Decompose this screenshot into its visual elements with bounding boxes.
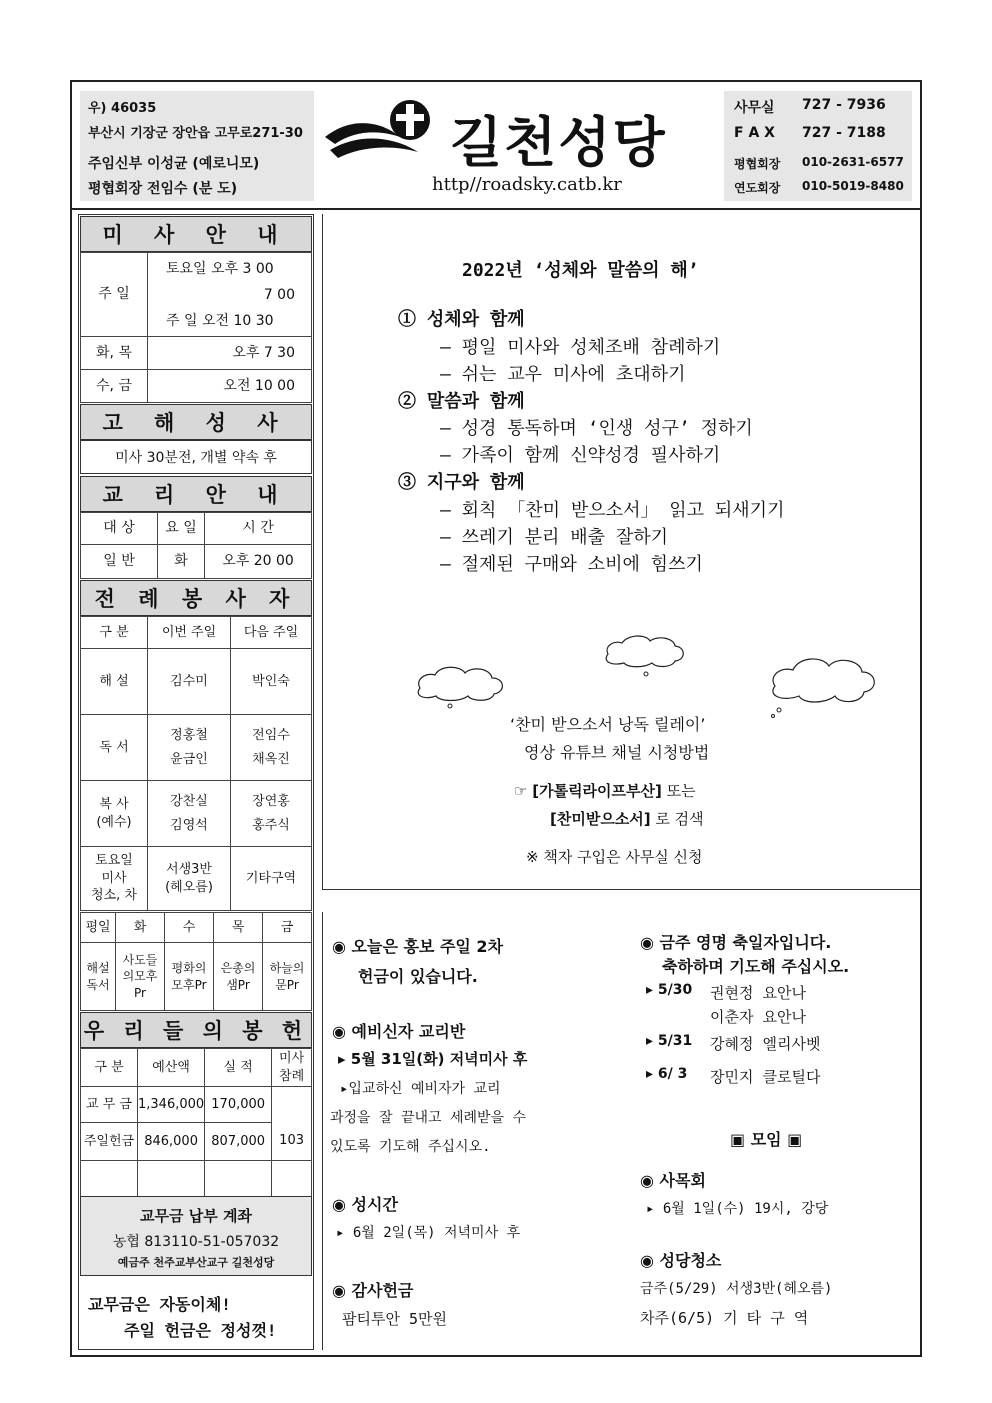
mass-weekday1-time: 오후 7 30 [148,337,312,370]
feast-date: ▸ 5/31 [646,1033,693,1049]
account-holder: 예금주 천주교부산교구 길천성당 [117,1256,275,1269]
catechism-header-target: 대 상 [81,513,158,545]
mass-title: 미 사 안 내 [80,216,312,252]
catechism-title: 교 리 안 내 [80,476,312,512]
offering-empty [81,1161,138,1197]
theme-item: – 평일 미사와 성체조배 참례하기 [440,337,721,358]
liturgy-title: 전 례 봉 사 자 [80,580,312,616]
liturgy-this: 강찬실 김영석 [148,781,231,847]
weekday-cell: 하늘의 문Pr [263,943,312,1011]
offering-budget: 846,000 [138,1123,205,1161]
relay-search-2-rest: 로 검색 [650,810,704,828]
theme-item: ③ 지구와 함께 [398,472,525,493]
cloud-icon [410,660,510,710]
website: http//roadsky.catb.kr [432,174,622,195]
liturgy-next: 기타구역 [231,847,312,911]
cleaning-line-1: 금주(5/29) 서생3반(헤오름) [640,1281,833,1297]
theme-item: – 회칙 「찬미 받으소서」 읽고 되새기기 [440,500,785,521]
mass-sunday-label: 주 일 [81,253,148,337]
offering-budget: 1,346,000 [138,1087,205,1123]
offering-empty [272,1161,312,1197]
liturgy-role: 토요일 미사 청소, 차 [81,847,148,911]
catechism-day: 화 [158,545,205,579]
offering-header: 미사 참례 [272,1049,312,1087]
meeting-title: ▣ 모임 ▣ [730,1130,803,1149]
relay-line-2: 영상 유튜브 채널 시청방법 [524,743,710,762]
mass-weekday2-label: 수, 금 [81,370,148,403]
church-name: 길천성당 [450,111,667,174]
holy-hour-text: ▸ 6월 2일(목) 저녁미사 후 [336,1225,521,1241]
thanks-title: ◉ 감사헌금 [332,1281,414,1300]
promo-line-1: ◉ 오늘은 홍보 주일 2차 [332,937,504,956]
weekday-header: 평일 [81,913,116,943]
liturgy-header-this: 이번 주일 [148,617,231,649]
catechism-time: 오후 20 00 [205,545,312,579]
feast-title-2: 축하하며 기도해 주십시오. [662,957,850,976]
theme-item: – 성경 통독하며 ‘인생 성구’ 정하기 [440,418,753,439]
postal-code: 우) 46035 [88,101,157,116]
catechumen-date: ▸ 5월 31일(화) 저녁미사 후 [338,1050,528,1068]
header-left-box [80,91,314,201]
relay-search-1 [514,780,696,801]
account-title: 교무금 납부 계좌 [140,1207,252,1225]
catechumen-text-2: 과정을 잘 끝내고 세례받을 수 [330,1110,527,1126]
relay-note: ※ 책자 구입은 사무실 신청 [526,848,703,866]
catechism-header-time: 시 간 [205,513,312,545]
contact-value-yeondo: 010-5019-8480 [802,179,904,193]
feast-names: 강혜정 엘리사벳 [710,1035,821,1053]
offering-label: 교 무 금 [81,1087,138,1123]
mass-sunday-time-1: 토요일 오후 3 00 [166,260,274,277]
mass-weekday2-time: 오전 10 00 [148,370,312,403]
theme-item: – 쉬는 교우 미사에 초대하기 [440,364,686,385]
thanks-text: 팜티투안 5만원 [342,1310,448,1328]
weekday-cell: 평화의 모후Pr [165,943,214,1011]
weekday-cell: 해설 독서 [81,943,116,1011]
contact-label-council: 평협회장 [734,157,781,171]
liturgy-role: 복 사 (예수) [81,781,148,847]
weekday-liturgy-table [80,912,312,1011]
liturgy-this: 정홍철 윤금인 [148,715,231,781]
contact-label-office: 사무실 [734,100,775,116]
council-title: ◉ 사목회 [640,1171,706,1190]
offering-header: 예산액 [138,1049,205,1087]
contact-value-council: 010-2631-6577 [802,155,904,169]
feast-names: 이춘자 요안나 [710,1008,806,1026]
pastor: 주임신부 이성균 (예로니모) [88,156,260,172]
offering-actual: 807,000 [205,1123,272,1161]
mass-weekday1-label: 화, 목 [81,337,148,370]
liturgy-header-next: 다음 주일 [231,617,312,649]
offering-title: 우 리 들 의 봉 헌 [80,1012,312,1048]
theme-item: ① 성체와 함께 [398,309,525,330]
liturgy-next: 박인숙 [231,649,312,715]
liturgy-table [80,616,312,911]
account-box [80,1196,312,1276]
cloud-icon [600,630,690,680]
relay-keyword-1: [가톨릭라이프부산] [532,782,662,800]
relay-keyword-2: [찬미받으소서] [550,810,651,828]
offering-attendance: 103 [272,1087,312,1161]
offering-empty [138,1161,205,1197]
liturgy-next: 전임수 채옥진 [231,715,312,781]
contact-value-office: 727 - 7936 [802,97,886,113]
mass-table [80,252,312,403]
theme-item: – 가족이 함께 신약성경 필사하기 [440,445,721,466]
cleaning-line-2: 차주(6/5) 기 타 구 역 [640,1309,809,1327]
weekday-header: 화 [116,913,165,943]
contact-label-yeondo: 연도회장 [734,181,781,195]
offering-header: 실 적 [205,1049,272,1087]
theme-item: ② 말씀과 함께 [398,391,525,412]
relay-search-1-rest: 또는 [661,782,696,800]
slogan-2: 주일 헌금은 정성껏! [124,1321,277,1340]
cleaning-title: ◉ 성당청소 [640,1251,722,1270]
relay-search-2 [550,808,704,829]
weekday-cell: 사도들 의모후 Pr [116,943,165,1011]
mass-sunday-time-2: 7 00 [263,286,295,303]
theme-item: – 절제된 구매와 소비에 힘쓰기 [440,554,703,575]
weekday-header: 목 [214,913,263,943]
offering-label: 주일헌금 [81,1123,138,1161]
cloud-icon [765,650,885,720]
liturgy-this: 김수미 [148,649,231,715]
catechumen-title: ◉ 예비신자 교리반 [332,1022,466,1041]
theme-item: – 쓰레기 분리 배출 잘하기 [440,527,669,548]
address: 부산시 기장군 장안읍 고무로271-30 [88,126,303,141]
promo-line-2: 헌금이 있습니다. [358,967,478,986]
feast-date: ▸ 6/ 3 [646,1066,688,1082]
liturgy-role: 독 서 [81,715,148,781]
confession-title: 고 해 성 사 [80,404,312,440]
weekday-header: 수 [165,913,214,943]
offering-header: 구 분 [81,1049,138,1087]
feast-names: 장민지 클로틸다 [710,1068,821,1086]
liturgy-role: 해 설 [81,649,148,715]
council-head: 평협회장 전임수 (분 도) [88,181,238,197]
header-divider [70,208,922,210]
offering-empty [205,1161,272,1197]
weekday-header: 금 [263,913,312,943]
catechism-target: 일 반 [81,545,158,579]
offering-actual: 170,000 [205,1087,272,1123]
confession-text: 미사 30분전, 개별 약속 후 [80,440,312,474]
liturgy-next: 장연홍 홍주식 [231,781,312,847]
catechumen-text-3: 있도록 기도해 주십시오. [330,1139,491,1155]
header-contacts [724,91,912,201]
mass-sunday-time-3: 주 일 오전 10 30 [166,312,274,329]
relay-line-1: ‘찬미 받으소서 낭독 릴레이’ [510,715,706,734]
church-logo [320,92,470,172]
catechumen-text-1: ▸입교하신 예비자가 교리 [340,1081,501,1097]
pointing-hand-icon: ☞ [514,782,528,800]
weekday-cell: 은총의 샘Pr [214,943,263,1011]
slogan-1: 교무금은 자동이체! [88,1295,231,1314]
catechism-header-day: 요 일 [158,513,205,545]
theme-title: 2022년 ‘성체와 말씀의 해’ [462,260,699,281]
liturgy-header-role: 구 분 [81,617,148,649]
holy-hour-title: ◉ 성시간 [332,1195,398,1214]
feast-date: ▸ 5/30 [646,982,693,998]
feast-names: 권현정 요안나 [710,984,806,1002]
slogan-box [80,1284,312,1348]
offering-table [80,1048,312,1197]
liturgy-this: 서생3반 (헤오름) [148,847,231,911]
catechism-table [80,512,312,579]
council-text: ▸ 6월 1일(수) 19시, 강당 [646,1201,829,1217]
contact-value-fax: 727 - 7188 [802,125,886,141]
account-bank: 농협 813110-51-057032 [112,1234,280,1250]
feast-title-1: ◉ 금주 영명 축일자입니다. [640,933,832,952]
contact-label-fax: F A X [734,125,775,141]
